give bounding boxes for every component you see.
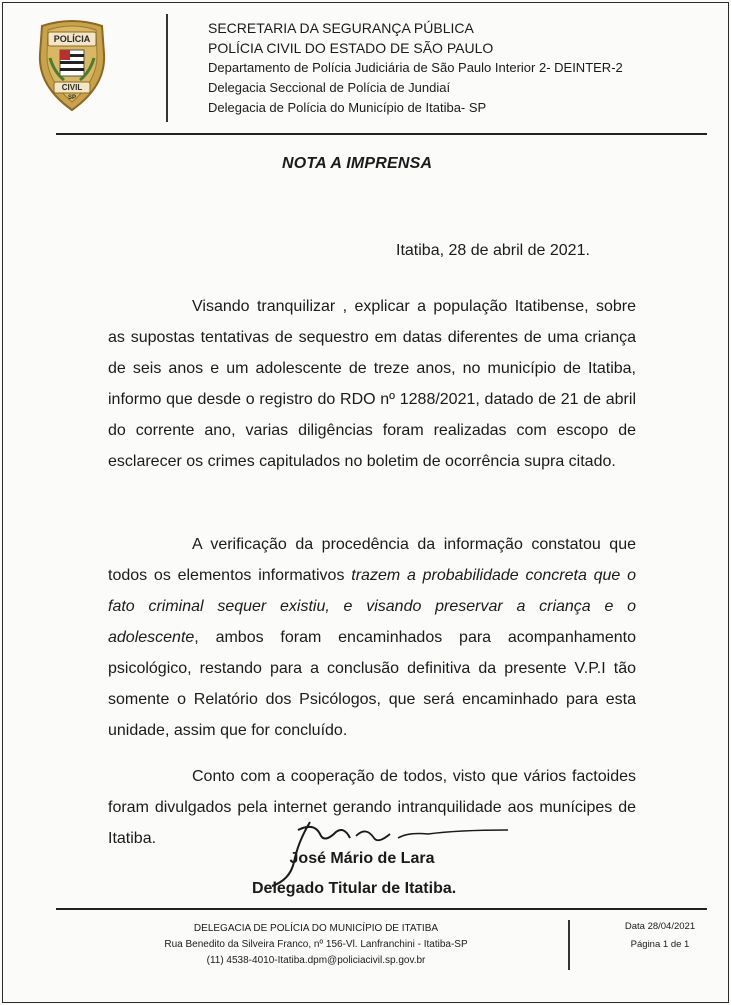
signature-name: José Mário de Lara — [289, 850, 435, 867]
footer-line-2: Rua Benedito da Silveira Franco, nº 156-Vl. Lanfranchini - Itatiba-SP — [164, 939, 468, 950]
footer-vertical-divider — [568, 920, 570, 970]
document-title: NOTA A IMPRENSA — [282, 155, 433, 172]
paragraph-2-text-c: , ambos foram encaminhados para acompanhamento psicológico, restando para a conclusão definitiva da presente V.P.I tão somente o Relatório dos Psicólogos, que será encaminhado para esta unidade, assim que for concluído. — [108, 629, 636, 739]
badge-title-text: POLÍCIA — [53, 34, 91, 44]
paragraph-1-text: Visando tranquilizar , explicar a população Itatibense, sobre as supostas tentativas de sequestro em datas diferentes de uma criança de seis anos e um adolescente de treze anos, no município de Itatiba, informo que desde o registro do RDO nº 1288/2021, datado de 21 de abril do corrente ano, varias diligências foram realizadas com escopo de esclarecer os crimes capitulados no boletim de ocorrência supra citado. — [108, 298, 636, 470]
footer-line-1: DELEGACIA DE POLÍCIA DO MUNICÍPIO DE ITATIBA — [193, 923, 439, 934]
date-line: Itatiba, 28 de abril de 2021. — [396, 242, 590, 259]
header-line-departamento: Departamento de Polícia Judiciária de São Paulo Interior 2- DEINTER-2 — [208, 60, 623, 75]
footer-page-number: Página 1 de 1 — [630, 939, 690, 950]
header-line-secretaria: SECRETARIA DA SEGURANÇA PÚBLICA — [208, 20, 474, 36]
footer-horizontal-rule — [56, 908, 707, 910]
footer-meta-block — [604, 918, 716, 954]
footer-address-block — [128, 921, 504, 969]
paragraph-3-text: Conto com a cooperação de todos, visto que vários factoides foram divulgados pela internet gerando intranquilidade aos munícipes de Itatiba. — [108, 768, 636, 847]
signature-role: Delegado Titular de Itatiba. — [252, 880, 457, 897]
paragraph-2 — [108, 529, 636, 746]
paragraph-1 — [108, 291, 636, 477]
header-line-policia-civil: POLÍCIA CIVIL DO ESTADO DE SÃO PAULO — [208, 40, 494, 56]
footer-date: Data 28/04/2021 — [624, 921, 696, 932]
header-text-block — [208, 18, 623, 118]
header-line-delegacia: Delegacia de Polícia do Município de Itatiba- SP — [208, 100, 487, 115]
header-horizontal-rule — [56, 133, 707, 135]
footer-line-3: (11) 4538-4010-Itatiba.dpm@policiacivil.sp.gov.br — [206, 955, 426, 966]
paragraph-2-italic-text: trazem a probabilidade concreta que o fato criminal sequer existiu, e visando preservar a criança e o adolescente — [108, 567, 637, 646]
paragraph-2-text-a: A verificação da procedência da informação constatou que todos os elementos informativos — [108, 536, 636, 584]
badge-sub-text: SP — [67, 95, 76, 101]
badge-bottom-text: CIVIL — [61, 83, 83, 92]
police-badge-logo — [34, 14, 110, 114]
header-line-seccional: Delegacia Seccional de Polícia de Jundiaí — [208, 80, 451, 95]
header-vertical-divider — [166, 14, 168, 122]
